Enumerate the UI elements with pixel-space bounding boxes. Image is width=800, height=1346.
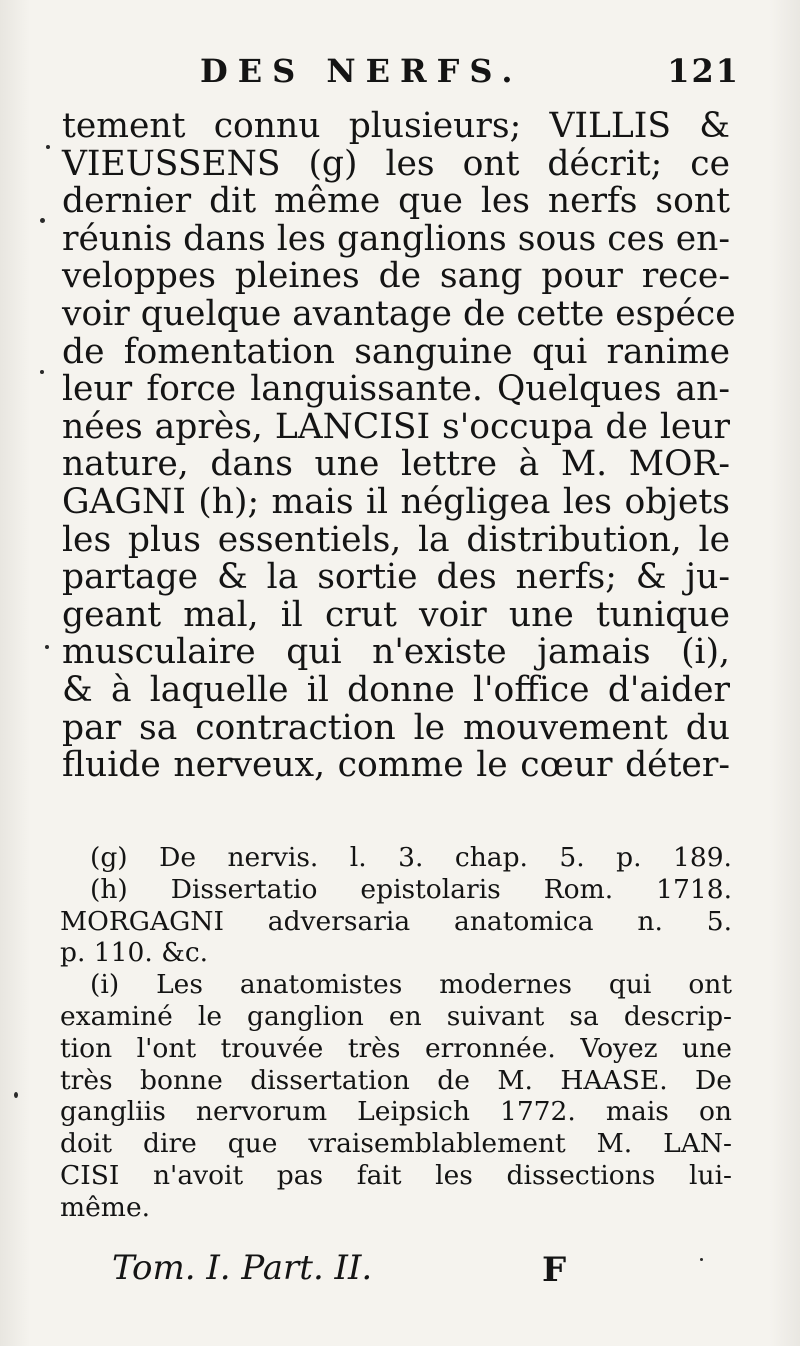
footnote-line: très bonne dissertation de M. HAASE. De (60, 1064, 732, 1096)
footnote-line: CISI n'avoit pas fait les dissections lui- (60, 1159, 732, 1191)
text-line: nature, dans une lettre à M. MOR- (62, 444, 730, 485)
text-line: voir quelque avantage de cette espéce (62, 293, 736, 334)
text-line: partage & la sortie des nerfs; & ju- (62, 557, 730, 598)
ink-speck (700, 1258, 703, 1261)
text-line: GAGNI (h); mais il négligea les objets (62, 481, 730, 522)
footnote-line: doit dire que vraisemblablement M. LAN- (60, 1128, 732, 1160)
text-line: veloppes pleines de sang pour rece- (62, 256, 730, 297)
text-line: musculaire qui n'existe jamais (i), (62, 632, 730, 673)
page-header (200, 52, 740, 92)
text-line: les plus essentiels, la distribution, le (62, 519, 730, 560)
text-line: fluide nerveux, comme le cœur déter- (62, 745, 730, 786)
gathering-signature: F (542, 1250, 567, 1290)
text-line: réunis dans les ganglions sous ces en- (62, 218, 730, 259)
main-text (62, 106, 736, 786)
footnote-line: gangliis nervorum Leipsich 1772. mais on (60, 1096, 732, 1128)
footnote-line: même. (60, 1191, 151, 1223)
ink-speck (45, 645, 49, 649)
footnote-g: (g) De nervis. l. 3. chap. 5. p. 189. (90, 842, 732, 873)
footnote-line: p. 110. &c. (60, 937, 209, 969)
footnote-line: examiné le ganglion en suivant sa descrip- (60, 1000, 732, 1032)
page-footer (112, 1248, 582, 1292)
ink-speck (46, 145, 50, 149)
text-line: geant mal, il crut voir une tunique (62, 594, 730, 635)
text-line: dernier dit même que les nerfs sont (62, 181, 730, 222)
footnote-i: (i) Les anatomistes modernes qui ont (90, 969, 732, 1001)
text-line: VIEUSSENS (g) les ont décrit; ce (62, 143, 730, 184)
footnote-line: tion l'ont trouvée très erronnée. Voyez une (60, 1032, 732, 1064)
ink-speck (40, 218, 45, 223)
footnote-line: MORGAGNI adversaria anatomica n. 5. (60, 905, 732, 937)
page-number: 121 (667, 52, 740, 90)
running-title: DES NERFS. (200, 52, 523, 90)
text-line: nées après, LANCISI s'occupa de leur (62, 406, 730, 447)
text-line: par sa contraction le mouvement du (62, 707, 730, 748)
ink-speck (14, 1092, 18, 1098)
footnote-h: (h) Dissertatio epistolaris Rom. 1718. (90, 873, 732, 905)
ink-speck (40, 370, 44, 374)
text-line: de fomentation sanguine qui ranime (62, 331, 730, 372)
text-line: & à laquelle il donne l'office d'aider (62, 669, 730, 710)
text-line: leur force languissante. Quelques an- (62, 369, 730, 410)
volume-signature-line: Tom. I. Part. II. (112, 1248, 373, 1288)
text-line: tement connu plusieurs; VILLIS & (62, 106, 730, 146)
footnotes (60, 842, 732, 1224)
